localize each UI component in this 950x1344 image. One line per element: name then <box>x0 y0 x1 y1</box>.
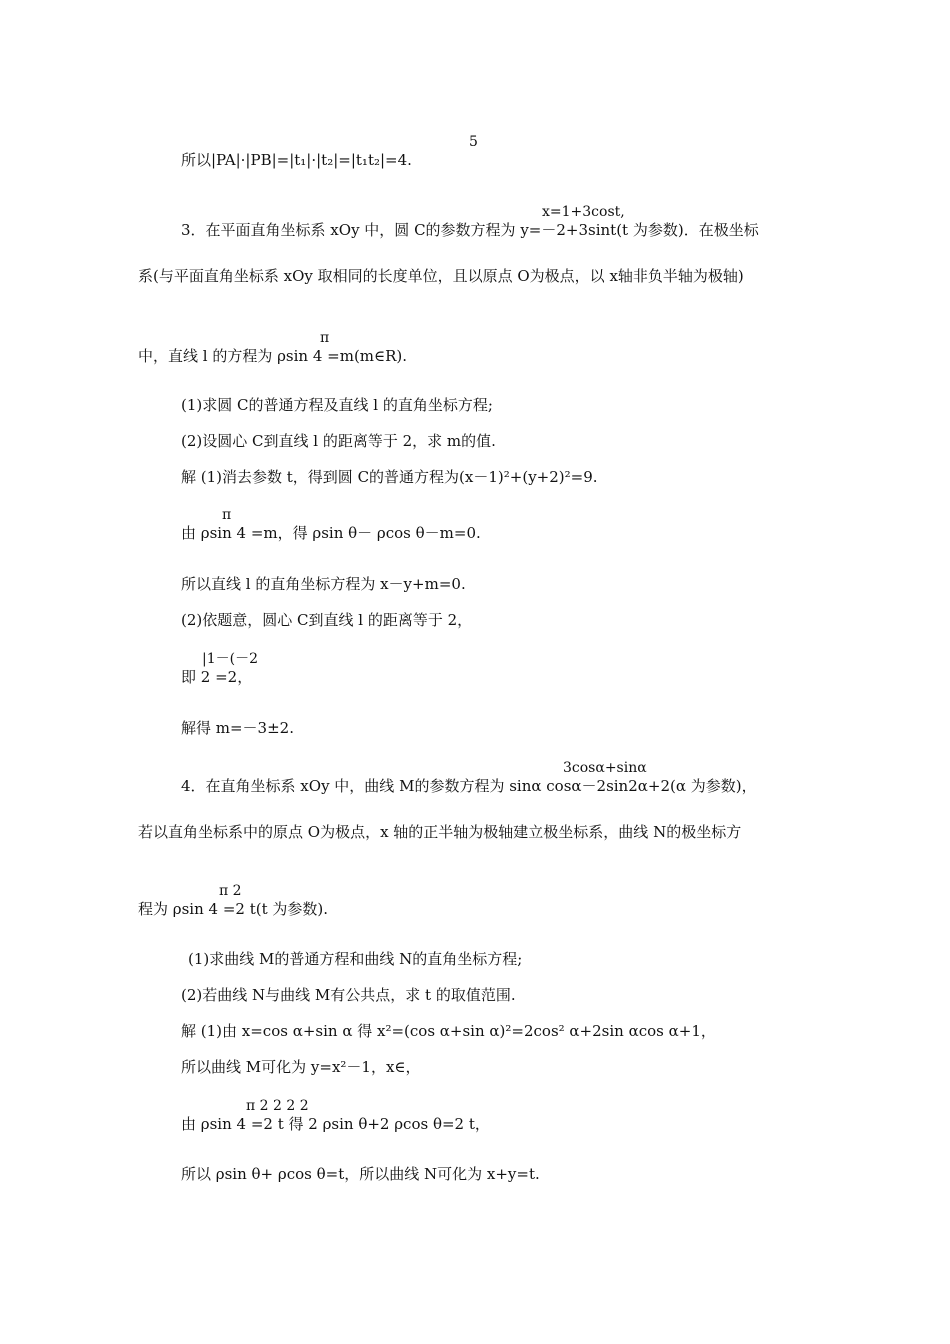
problem-4-line-3: 程为 ρsin 4 =2 t(t 为参数). <box>138 900 328 918</box>
fraction-numerator: π <box>222 507 232 523</box>
solution-line: 即 2 =2， <box>181 668 253 686</box>
fraction-numerator: π <box>320 330 330 346</box>
solution-line: 解 (1)由 x=cos α+sin α 得 x²=(cos α+sin α)²=2cos² α+2sin αcos α+1， <box>181 1022 716 1040</box>
problem-3-line-1: 3．在平面直角坐标系 xOy 中，圆 C的参数方程为 y=－2+3sint(t 为参数)．在极坐标 <box>181 221 759 239</box>
problem-4-line-2: 若以直角坐标系中的原点 O为极点，x 轴的正半轴为极轴建立极坐标系，曲线 N的极坐标方 <box>138 823 742 841</box>
question-1: (1)求圆 C的普通方程及直线 l 的直角坐标方程; <box>181 396 493 414</box>
solution-line: 由 ρsin 4 =2 t 得 2 ρsin θ+2 ρcos θ=2 t， <box>181 1115 490 1133</box>
parametric-equation-top: x=1+3cost, <box>542 204 625 220</box>
solution-line: 解 (1)消去参数 t，得到圆 C的普通方程为(x－1)²+(y+2)²=9. <box>181 468 598 486</box>
fraction-numerator: |1－(－2 <box>202 651 258 667</box>
solution-line: 由 ρsin 4 =m，得 ρsin θ－ ρcos θ－m=0. <box>181 524 481 542</box>
fraction-numerator: 5 <box>469 134 478 150</box>
question-2: (2)设圆心 C到直线 l 的距离等于 2，求 m的值. <box>181 432 496 450</box>
fraction-numerator: π 2 2 2 2 <box>246 1098 309 1114</box>
fraction-numerator: π 2 <box>219 883 242 899</box>
problem-3-line-2: 系(与平面直角坐标系 xOy 取相同的长度单位，且以原点 O为极点，以 x轴非负半轴为极轴) <box>138 267 744 285</box>
problem-4-line-1: 4．在直角坐标系 xOy 中，曲线 M的参数方程为 sinα cosα－2sin2α+2(α 为参数)， <box>181 777 757 795</box>
question-2: (2)若曲线 N与曲线 M有公共点，求 t 的取值范围. <box>181 986 516 1004</box>
solution-line: 解得 m=－3±2. <box>181 719 294 737</box>
problem-3-line-3: 中，直线 l 的方程为 ρsin 4 =m(m∈R). <box>138 347 408 365</box>
parametric-equation-top: 3cosα+sinα <box>563 760 647 776</box>
text-line: 所以|PA|·|PB|=|t₁|·|t₂|=|t₁t₂|=4. <box>181 151 412 169</box>
solution-line: 所以 ρsin θ+ ρcos θ=t，所以曲线 N可化为 x+y=t. <box>181 1165 540 1183</box>
solution-line: 所以曲线 M可化为 y=x²－1，x∈， <box>181 1058 421 1076</box>
solution-line: 所以直线 l 的直角坐标方程为 x－y+m=0. <box>181 575 466 593</box>
question-1: (1)求曲线 M的普通方程和曲线 N的直角坐标方程; <box>188 950 523 968</box>
solution-line: (2)依题意，圆心 C到直线 l 的距离等于 2， <box>181 611 473 629</box>
